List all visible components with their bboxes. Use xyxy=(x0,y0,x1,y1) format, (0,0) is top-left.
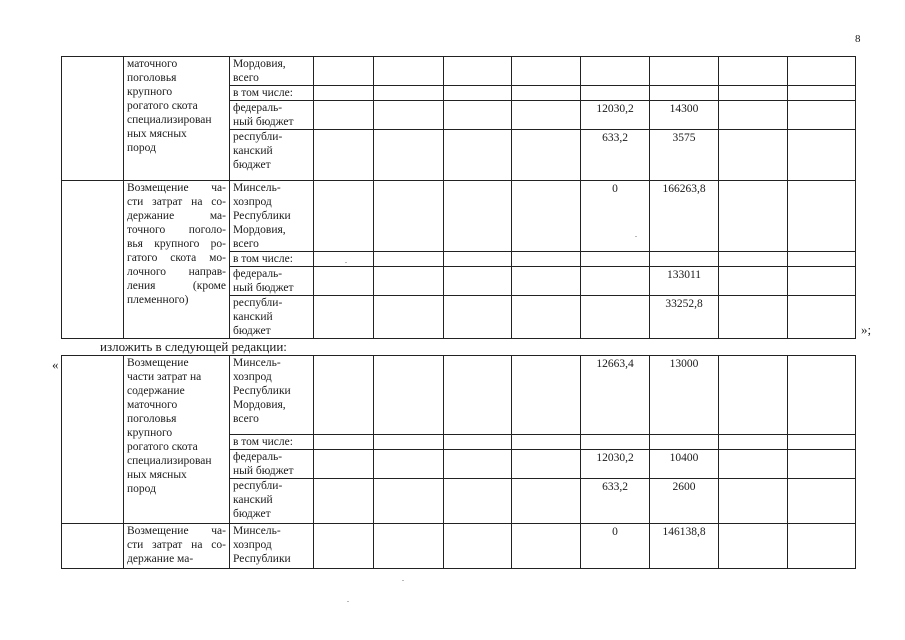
empty-cell xyxy=(788,86,856,101)
amount-cell xyxy=(581,296,650,339)
description-line: рогатого скота xyxy=(127,441,198,453)
amount-cell: 14300 xyxy=(650,101,719,130)
measure-description xyxy=(124,181,230,339)
description-line: ных мясных xyxy=(127,128,187,140)
amount-cell: 13000 xyxy=(650,356,719,435)
description-line: племенного) xyxy=(127,294,189,306)
amount-cell: 146138,8 xyxy=(650,524,719,569)
empty-cell xyxy=(374,435,444,450)
source-line: хозпрод xyxy=(233,196,272,208)
amendment-instruction: изложить в следующей редакции: xyxy=(100,339,287,354)
empty-cell xyxy=(788,435,856,450)
empty-cell xyxy=(512,296,581,339)
empty-cell xyxy=(719,57,788,86)
source-line: хозпрод xyxy=(233,371,272,383)
empty-cell xyxy=(719,524,788,569)
description-line: Возмещение ча- xyxy=(127,182,226,194)
funding-source xyxy=(230,450,314,479)
description-line: рогатого скота xyxy=(127,100,198,112)
description-line: части затрат на xyxy=(127,371,202,383)
empty-cell xyxy=(719,252,788,267)
scan-speck xyxy=(345,262,347,263)
description-line: сти затрат на со- xyxy=(127,196,226,208)
funding-source xyxy=(230,524,314,569)
empty-cell xyxy=(512,57,581,86)
scan-speck xyxy=(347,601,349,602)
source-line: Республики xyxy=(233,553,291,565)
empty-cell xyxy=(444,296,512,339)
empty-cell xyxy=(444,479,512,524)
amount-cell xyxy=(650,252,719,267)
empty-cell xyxy=(444,252,512,267)
source-line: Минсель- xyxy=(233,182,281,194)
source-line: ный бюджет xyxy=(233,282,294,294)
source-line: всего xyxy=(233,413,259,425)
amount-cell: 633,2 xyxy=(581,130,650,181)
empty-cell xyxy=(719,86,788,101)
funding-source xyxy=(230,130,314,181)
empty-cell xyxy=(374,356,444,435)
empty-cell xyxy=(314,450,374,479)
source-line: Мордовия, xyxy=(233,58,286,70)
amount-cell: 3575 xyxy=(650,130,719,181)
empty-cell xyxy=(314,479,374,524)
funding-source xyxy=(230,479,314,524)
amount-cell: 166263,8 xyxy=(650,181,719,252)
empty-cell xyxy=(512,101,581,130)
source-line: Республики xyxy=(233,210,291,222)
empty-cell xyxy=(788,57,856,86)
amount-cell: 12030,2 xyxy=(581,101,650,130)
empty-cell xyxy=(512,450,581,479)
amount-cell: 0 xyxy=(581,181,650,252)
scan-speck xyxy=(402,580,404,581)
description-line: ления (кроме xyxy=(127,280,226,292)
source-line: ный бюджет xyxy=(233,116,294,128)
table-body xyxy=(62,57,856,339)
description-line: маточного xyxy=(127,399,178,411)
amount-cell: 133011 xyxy=(650,267,719,296)
empty-cell xyxy=(719,450,788,479)
empty-cell xyxy=(374,101,444,130)
source-line: республи- xyxy=(233,131,283,143)
empty-cell xyxy=(788,450,856,479)
funding-source xyxy=(230,356,314,435)
budget-table-amended xyxy=(61,355,856,569)
empty-cell xyxy=(512,267,581,296)
empty-cell xyxy=(444,57,512,86)
empty-cell xyxy=(314,267,374,296)
source-line: в том числе: xyxy=(233,436,293,448)
source-line: Республики xyxy=(233,385,291,397)
funding-source xyxy=(230,267,314,296)
empty-cell xyxy=(444,267,512,296)
amount-cell xyxy=(581,435,650,450)
description-line: ных мясных xyxy=(127,469,187,481)
amount-cell: 12663,4 xyxy=(581,356,650,435)
funding-source xyxy=(230,101,314,130)
empty-cell xyxy=(788,479,856,524)
description-line: специализирован xyxy=(127,114,212,126)
description-line: Возмещение ча- xyxy=(127,525,226,537)
source-line: федераль- xyxy=(233,102,283,114)
empty-cell xyxy=(788,252,856,267)
source-line: всего xyxy=(233,72,259,84)
empty-cell xyxy=(719,356,788,435)
empty-cell xyxy=(788,267,856,296)
empty-cell xyxy=(444,524,512,569)
empty-cell xyxy=(444,450,512,479)
budget-table-original xyxy=(61,56,856,339)
table-row xyxy=(62,181,856,252)
description-line: вья крупного ро- xyxy=(127,238,226,250)
scan-speck xyxy=(635,236,637,237)
empty-cell xyxy=(314,356,374,435)
empty-cell xyxy=(314,57,374,86)
measure-description xyxy=(124,524,230,569)
table-row xyxy=(62,356,856,435)
amount-cell: 0 xyxy=(581,524,650,569)
description-line: крупного xyxy=(127,427,173,439)
source-line: федераль- xyxy=(233,268,283,280)
empty-cell xyxy=(719,181,788,252)
description-line: поголовья xyxy=(127,413,177,425)
empty-cell xyxy=(374,86,444,101)
source-line: хозпрод xyxy=(233,539,272,551)
source-line: канский xyxy=(233,494,273,506)
source-line: Минсель- xyxy=(233,357,281,369)
empty-cell xyxy=(512,524,581,569)
amount-cell xyxy=(650,86,719,101)
empty-cell xyxy=(512,181,581,252)
description-line: Возмещение xyxy=(127,357,189,369)
closing-quote: »; xyxy=(861,322,872,337)
amount-cell: 633,2 xyxy=(581,479,650,524)
empty-cell xyxy=(788,356,856,435)
source-line: в том числе: xyxy=(233,87,293,99)
empty-cell xyxy=(512,86,581,101)
source-line: республи- xyxy=(233,297,283,309)
description-line: специализирован xyxy=(127,455,212,467)
row-number-cell xyxy=(62,356,124,524)
description-line: лочного направ- xyxy=(127,266,226,278)
empty-cell xyxy=(444,86,512,101)
opening-quote: « xyxy=(52,357,59,372)
empty-cell xyxy=(719,101,788,130)
funding-source xyxy=(230,181,314,252)
empty-cell xyxy=(719,130,788,181)
empty-cell xyxy=(314,130,374,181)
empty-cell xyxy=(374,267,444,296)
empty-cell xyxy=(374,252,444,267)
description-line: поголовья xyxy=(127,72,177,84)
description-line: держание ма- xyxy=(127,553,194,565)
table-body xyxy=(62,356,856,569)
empty-cell xyxy=(314,435,374,450)
empty-cell xyxy=(374,130,444,181)
funding-source xyxy=(230,435,314,450)
empty-cell xyxy=(444,356,512,435)
source-line: бюджет xyxy=(233,508,271,520)
empty-cell xyxy=(374,524,444,569)
description-line: пород xyxy=(127,142,156,154)
empty-cell xyxy=(374,450,444,479)
row-number-cell xyxy=(62,57,124,181)
funding-source xyxy=(230,57,314,86)
amount-cell: 2600 xyxy=(650,479,719,524)
amount-cell xyxy=(581,252,650,267)
empty-cell xyxy=(314,252,374,267)
empty-cell xyxy=(512,356,581,435)
source-line: Мордовия, xyxy=(233,399,286,411)
table-row xyxy=(62,57,856,86)
description-line: гатого скота мо- xyxy=(127,252,226,264)
amount-cell xyxy=(581,57,650,86)
description-line: сти затрат на со- xyxy=(127,539,226,551)
amount-cell xyxy=(650,435,719,450)
empty-cell xyxy=(314,86,374,101)
empty-cell xyxy=(512,435,581,450)
description-line: точного поголо- xyxy=(127,224,226,236)
funding-source xyxy=(230,252,314,267)
amount-cell: 33252,8 xyxy=(650,296,719,339)
empty-cell xyxy=(788,524,856,569)
empty-cell xyxy=(788,130,856,181)
amount-cell xyxy=(581,86,650,101)
source-line: Минсель- xyxy=(233,525,281,537)
empty-cell xyxy=(512,252,581,267)
funding-source xyxy=(230,296,314,339)
empty-cell xyxy=(788,181,856,252)
empty-cell xyxy=(788,296,856,339)
empty-cell xyxy=(444,181,512,252)
source-line: республи- xyxy=(233,480,283,492)
empty-cell xyxy=(512,130,581,181)
empty-cell xyxy=(374,181,444,252)
empty-cell xyxy=(719,479,788,524)
amount-cell xyxy=(650,57,719,86)
source-line: канский xyxy=(233,145,273,157)
amount-cell xyxy=(581,267,650,296)
empty-cell xyxy=(719,435,788,450)
empty-cell xyxy=(719,296,788,339)
empty-cell xyxy=(314,296,374,339)
row-number-cell xyxy=(62,181,124,339)
description-line: пород xyxy=(127,483,156,495)
source-line: всего xyxy=(233,238,259,250)
measure-description xyxy=(124,57,230,181)
empty-cell xyxy=(444,435,512,450)
description-line: маточного xyxy=(127,58,178,70)
empty-cell xyxy=(512,479,581,524)
source-line: бюджет xyxy=(233,325,271,337)
source-line: ный бюджет xyxy=(233,465,294,477)
empty-cell xyxy=(374,57,444,86)
source-line: канский xyxy=(233,311,273,323)
source-line: бюджет xyxy=(233,159,271,171)
funding-source xyxy=(230,86,314,101)
empty-cell xyxy=(374,479,444,524)
empty-cell xyxy=(788,101,856,130)
source-line: в том числе: xyxy=(233,253,293,265)
description-line: содержание xyxy=(127,385,185,397)
page-number: 8 xyxy=(855,33,861,45)
empty-cell xyxy=(374,296,444,339)
description-line: держание ма- xyxy=(127,210,226,222)
amount-cell: 10400 xyxy=(650,450,719,479)
description-line: крупного xyxy=(127,86,173,98)
empty-cell xyxy=(314,181,374,252)
table-row xyxy=(62,524,856,569)
empty-cell xyxy=(314,101,374,130)
amount-cell: 12030,2 xyxy=(581,450,650,479)
row-number-cell xyxy=(62,524,124,569)
source-line: федераль- xyxy=(233,451,283,463)
source-line: Мордовия, xyxy=(233,224,286,236)
empty-cell xyxy=(719,267,788,296)
empty-cell xyxy=(444,101,512,130)
empty-cell xyxy=(444,130,512,181)
measure-description xyxy=(124,356,230,524)
empty-cell xyxy=(314,524,374,569)
